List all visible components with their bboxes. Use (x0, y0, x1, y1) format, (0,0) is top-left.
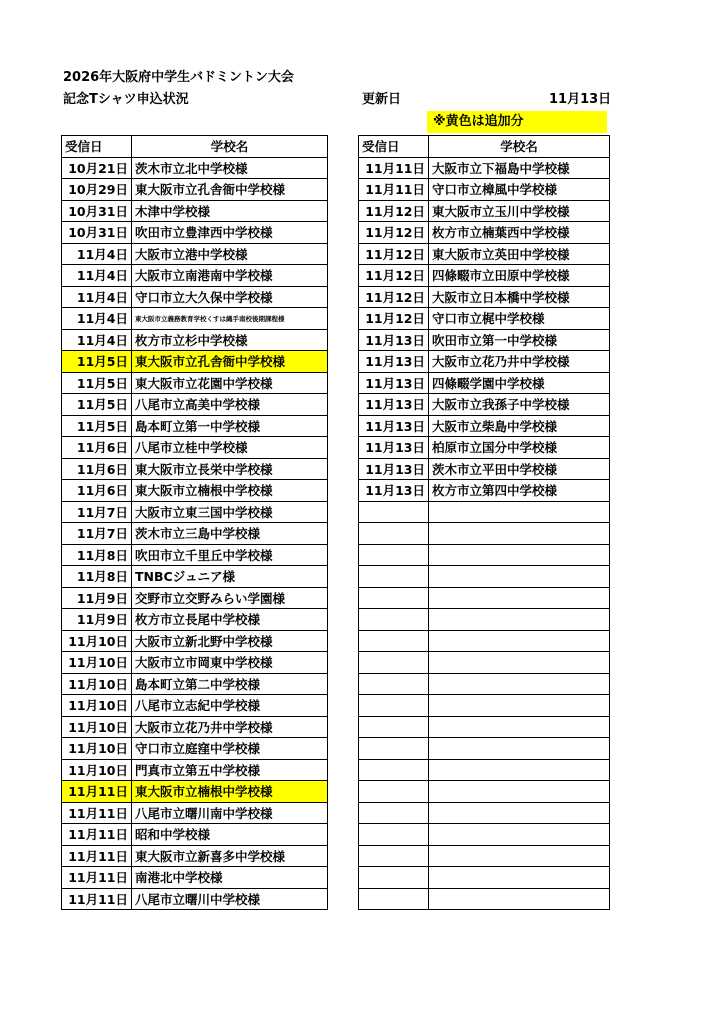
table-row (359, 243, 610, 265)
received-date-cell: 11月13日 (359, 351, 429, 373)
received-date-cell (359, 630, 429, 652)
received-date-cell: 11月13日 (359, 480, 429, 502)
received-date-cell (359, 652, 429, 674)
school-name-cell: 門真市立第五中学校様 (132, 759, 328, 781)
received-date-cell: 11月4日 (62, 265, 132, 287)
received-date-cell: 11月4日 (62, 286, 132, 308)
school-name-cell (429, 501, 610, 523)
received-date-cell: 11月7日 (62, 523, 132, 545)
received-date-cell: 11月11日 (62, 802, 132, 824)
received-date-cell: 10月31日 (62, 200, 132, 222)
school-name-cell: 東大阪市立楠根中学校様 (132, 480, 328, 502)
page-subtitle: 記念Tシャツ申込状況 (63, 92, 189, 107)
table-row (359, 501, 610, 523)
received-date-cell (359, 867, 429, 889)
received-date-cell: 11月6日 (62, 437, 132, 459)
table-row (359, 888, 610, 910)
school-name-cell: 茨木市立平田中学校様 (429, 458, 610, 480)
table-row (359, 480, 610, 502)
updated-label: 更新日 (362, 92, 402, 107)
received-date-cell: 11月10日 (62, 759, 132, 781)
school-name-cell: 八尾市立桂中学校様 (132, 437, 328, 459)
table-row (62, 179, 328, 201)
school-name-cell: 南港北中学校様 (132, 867, 328, 889)
received-date-cell (359, 587, 429, 609)
table-row (359, 265, 610, 287)
updated-date: 11月13日 (549, 92, 612, 107)
received-date-cell: 11月8日 (62, 544, 132, 566)
school-name-cell: 大阪市立南港南中学校様 (132, 265, 328, 287)
school-name-cell: 吹田市立豊津西中学校様 (132, 222, 328, 244)
received-date-cell: 11月4日 (62, 243, 132, 265)
received-date-cell (359, 888, 429, 910)
school-name-cell: 守口市立梶中学校様 (429, 308, 610, 330)
table-row (359, 544, 610, 566)
received-date-cell: 11月4日 (62, 308, 132, 330)
table-row (62, 759, 328, 781)
received-date-cell (359, 501, 429, 523)
table-row (62, 630, 328, 652)
received-date-cell (359, 523, 429, 545)
received-date-cell: 11月6日 (62, 480, 132, 502)
school-name-cell: 守口市立樟風中学校様 (429, 179, 610, 201)
table-row (359, 566, 610, 588)
received-date-cell (359, 759, 429, 781)
table-row (62, 351, 328, 373)
received-date-cell: 11月10日 (62, 695, 132, 717)
table-row (359, 802, 610, 824)
school-name-cell: 大阪市立日本橋中学校様 (429, 286, 610, 308)
school-name-cell: 大阪市立市岡東中学校様 (132, 652, 328, 674)
received-date-cell (359, 845, 429, 867)
school-name-cell (429, 738, 610, 760)
table-row (62, 523, 328, 545)
school-name-cell: 八尾市立高美中学校様 (132, 394, 328, 416)
table-row (62, 824, 328, 846)
school-name-cell: 大阪市立花乃井中学校様 (132, 716, 328, 738)
table-row (62, 781, 328, 803)
school-name-cell: 柏原市立国分中学校様 (429, 437, 610, 459)
table-row (359, 652, 610, 674)
received-date-cell (359, 673, 429, 695)
table-row (359, 351, 610, 373)
school-name-cell: 守口市立庭窪中学校様 (132, 738, 328, 760)
table-row (62, 716, 328, 738)
received-date-cell: 10月29日 (62, 179, 132, 201)
school-name-cell: 枚方市立楠葉西中学校様 (429, 222, 610, 244)
school-name-cell: 島本町立第二中学校様 (132, 673, 328, 695)
table-row (62, 222, 328, 244)
received-date-cell: 11月11日 (359, 157, 429, 179)
table-row (62, 265, 328, 287)
school-name-cell: 吹田市立千里丘中学校様 (132, 544, 328, 566)
table-row (359, 824, 610, 846)
page-title: 2026年大阪府中学生バドミントン大会 (63, 70, 294, 85)
table-row (62, 200, 328, 222)
column-header-date: 受信日 (359, 136, 429, 158)
table-row (62, 437, 328, 459)
table-row (62, 415, 328, 437)
received-date-cell: 11月13日 (359, 458, 429, 480)
table-row (62, 286, 328, 308)
table-row (359, 437, 610, 459)
school-name-cell: 枚方市立杉中学校様 (132, 329, 328, 351)
table-row (359, 738, 610, 760)
table-row (359, 845, 610, 867)
received-date-cell (359, 824, 429, 846)
table-row (359, 716, 610, 738)
table-row (62, 157, 328, 179)
school-name-cell: 枚方市立第四中学校様 (429, 480, 610, 502)
table-row (359, 673, 610, 695)
school-name-cell: 東大阪市立孔舎衙中学校様 (132, 351, 328, 373)
received-date-cell: 11月12日 (359, 308, 429, 330)
school-name-cell: 東大阪市立楠根中学校様 (132, 781, 328, 803)
table-row (359, 759, 610, 781)
school-name-cell (429, 781, 610, 803)
school-name-cell: 茨木市立北中学校様 (132, 157, 328, 179)
school-name-cell (429, 523, 610, 545)
received-date-cell: 11月11日 (62, 867, 132, 889)
school-name-cell: 東大阪市立新喜多中学校様 (132, 845, 328, 867)
school-name-cell: 大阪市立港中学校様 (132, 243, 328, 265)
received-date-cell (359, 716, 429, 738)
school-name-cell (429, 630, 610, 652)
table-row (62, 394, 328, 416)
received-date-cell: 11月9日 (62, 587, 132, 609)
table-row (62, 587, 328, 609)
school-name-cell (429, 609, 610, 631)
right-table (358, 135, 610, 910)
received-date-cell: 11月13日 (359, 394, 429, 416)
school-name-cell: 交野市立交野みらい学園様 (132, 587, 328, 609)
school-name-cell (429, 824, 610, 846)
school-name-cell: 吹田市立第一中学校様 (429, 329, 610, 351)
received-date-cell: 11月11日 (62, 888, 132, 910)
received-date-cell: 10月21日 (62, 157, 132, 179)
table-row (62, 888, 328, 910)
table-row (359, 308, 610, 330)
school-name-cell (429, 652, 610, 674)
school-name-cell (429, 716, 610, 738)
school-name-cell (429, 802, 610, 824)
school-name-cell: 八尾市立曙川南中学校様 (132, 802, 328, 824)
received-date-cell: 11月13日 (359, 329, 429, 351)
received-date-cell: 11月11日 (62, 845, 132, 867)
received-date-cell: 11月12日 (359, 265, 429, 287)
school-name-cell (429, 759, 610, 781)
table-row (359, 372, 610, 394)
school-name-cell: 東大阪市立孔舎衙中学校様 (132, 179, 328, 201)
received-date-cell: 11月4日 (62, 329, 132, 351)
table-row (62, 673, 328, 695)
received-date-cell: 11月12日 (359, 200, 429, 222)
school-name-cell: 大阪市立柴島中学校様 (429, 415, 610, 437)
school-name-cell: TNBCジュニア様 (132, 566, 328, 588)
table-row (62, 845, 328, 867)
school-name-cell (429, 888, 610, 910)
school-name-cell: 大阪市立下福島中学校様 (429, 157, 610, 179)
table-row (62, 652, 328, 674)
received-date-cell: 11月12日 (359, 243, 429, 265)
table-row (62, 480, 328, 502)
received-date-cell: 11月5日 (62, 372, 132, 394)
received-date-cell (359, 802, 429, 824)
table-row (62, 544, 328, 566)
school-name-cell: 木津中学校様 (132, 200, 328, 222)
received-date-cell (359, 566, 429, 588)
received-date-cell (359, 544, 429, 566)
school-name-cell: 東大阪市立義務教育学校くすは縄手南校後期課程様 (132, 308, 328, 330)
table-row (62, 501, 328, 523)
received-date-cell: 11月11日 (62, 781, 132, 803)
table-row (62, 738, 328, 760)
column-header-date: 受信日 (62, 136, 132, 158)
received-date-cell: 11月10日 (62, 716, 132, 738)
table-row (359, 222, 610, 244)
received-date-cell (359, 609, 429, 631)
school-name-cell (429, 867, 610, 889)
school-name-cell: 大阪市立新北野中学校様 (132, 630, 328, 652)
received-date-cell: 11月13日 (359, 437, 429, 459)
table-row (359, 867, 610, 889)
table-row (359, 157, 610, 179)
column-header-school: 学校名 (429, 136, 610, 158)
table-row (62, 609, 328, 631)
received-date-cell: 11月12日 (359, 286, 429, 308)
school-name-cell (429, 566, 610, 588)
table-row (62, 458, 328, 480)
received-date-cell: 11月10日 (62, 673, 132, 695)
table-row (62, 372, 328, 394)
received-date-cell: 11月9日 (62, 609, 132, 631)
table-row (359, 179, 610, 201)
received-date-cell: 11月10日 (62, 630, 132, 652)
table-row (359, 458, 610, 480)
school-name-cell: 守口市立大久保中学校様 (132, 286, 328, 308)
table-row (359, 781, 610, 803)
school-name-cell (429, 845, 610, 867)
received-date-cell: 11月11日 (62, 824, 132, 846)
table-row (359, 200, 610, 222)
school-name-cell (429, 544, 610, 566)
received-date-cell: 11月5日 (62, 351, 132, 373)
table-row (62, 329, 328, 351)
column-header-school: 学校名 (132, 136, 328, 158)
received-date-cell (359, 781, 429, 803)
received-date-cell: 10月31日 (62, 222, 132, 244)
table-row (62, 243, 328, 265)
school-name-cell: 四條畷市立田原中学校様 (429, 265, 610, 287)
highlight-note: ※黄色は追加分 (427, 111, 607, 133)
school-name-cell: 八尾市立志紀中学校様 (132, 695, 328, 717)
table-header-row (62, 136, 328, 158)
school-name-cell: 大阪市立花乃井中学校様 (429, 351, 610, 373)
received-date-cell: 11月5日 (62, 415, 132, 437)
table-row (62, 308, 328, 330)
school-name-cell: 茨木市立三島中学校様 (132, 523, 328, 545)
table-row (62, 566, 328, 588)
table-row (359, 609, 610, 631)
received-date-cell: 11月13日 (359, 372, 429, 394)
school-name-cell (429, 587, 610, 609)
received-date-cell: 11月11日 (359, 179, 429, 201)
table-row (359, 587, 610, 609)
school-name-cell: 東大阪市立英田中学校様 (429, 243, 610, 265)
received-date-cell: 11月8日 (62, 566, 132, 588)
school-name-cell: 昭和中学校様 (132, 824, 328, 846)
table-row (359, 394, 610, 416)
school-name-cell (429, 673, 610, 695)
school-name-cell: 八尾市立曙川中学校様 (132, 888, 328, 910)
received-date-cell: 11月13日 (359, 415, 429, 437)
school-name-cell: 大阪市立東三国中学校様 (132, 501, 328, 523)
table-header-row (359, 136, 610, 158)
left-table (61, 135, 328, 910)
table-row (359, 415, 610, 437)
school-name-cell: 東大阪市立長栄中学校様 (132, 458, 328, 480)
table-row (359, 695, 610, 717)
table-row (62, 802, 328, 824)
received-date-cell: 11月12日 (359, 222, 429, 244)
received-date-cell: 11月6日 (62, 458, 132, 480)
table-row (62, 867, 328, 889)
received-date-cell: 11月5日 (62, 394, 132, 416)
school-name-cell: 島本町立第一中学校様 (132, 415, 328, 437)
table-row (359, 329, 610, 351)
school-name-cell: 大阪市立我孫子中学校様 (429, 394, 610, 416)
school-name-cell (429, 695, 610, 717)
school-name-cell: 四條畷学園中学校様 (429, 372, 610, 394)
table-row (359, 286, 610, 308)
school-name-cell: 枚方市立長尾中学校様 (132, 609, 328, 631)
received-date-cell (359, 695, 429, 717)
table-row (62, 695, 328, 717)
received-date-cell: 11月7日 (62, 501, 132, 523)
received-date-cell (359, 738, 429, 760)
received-date-cell: 11月10日 (62, 652, 132, 674)
table-row (359, 523, 610, 545)
school-name-cell: 東大阪市立玉川中学校様 (429, 200, 610, 222)
school-name-cell: 東大阪市立花園中学校様 (132, 372, 328, 394)
table-row (359, 630, 610, 652)
received-date-cell: 11月10日 (62, 738, 132, 760)
